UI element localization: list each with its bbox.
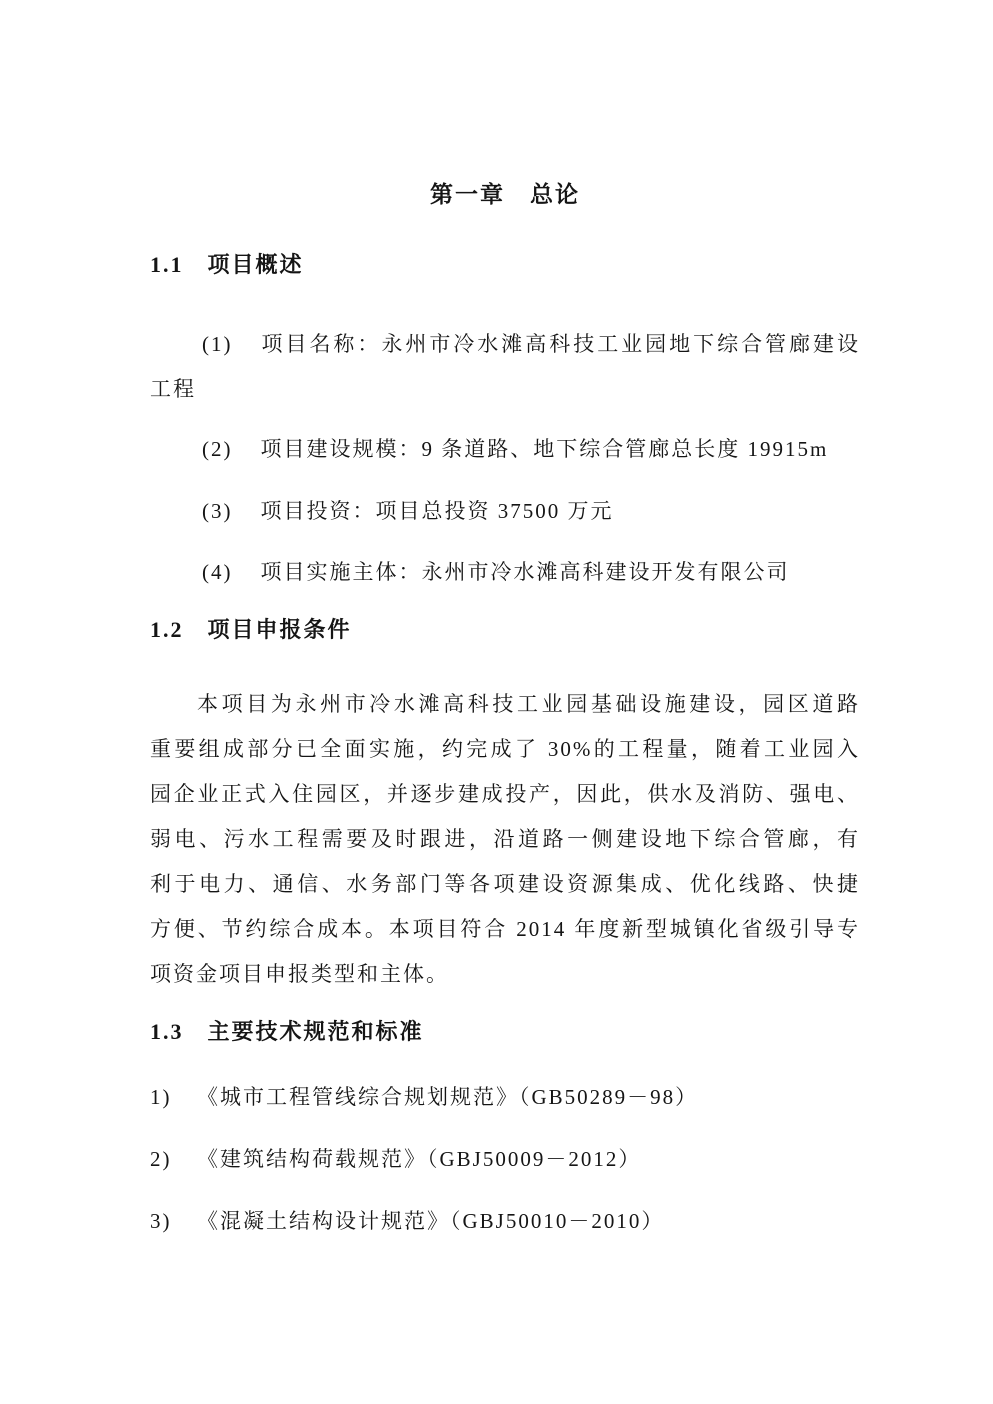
section-heading-1-2: 1.2 项目申报条件 <box>150 617 352 642</box>
standard-number: 2) <box>150 1147 172 1171</box>
paragraph-line-3: 园企业正式入住园区，并逐步建成投产，因此，供水及消防、强电、 <box>150 782 860 806</box>
body-paragraph <box>150 682 860 997</box>
standard-item-3 <box>150 1199 860 1244</box>
chapter-title: 第一章 总论 <box>430 182 580 207</box>
numbered-item-1-line-1 <box>150 322 860 367</box>
item-number: (1) <box>202 332 233 356</box>
numbered-item-1-line-2: 工程 <box>150 377 196 401</box>
item-number: (3) <box>202 499 233 523</box>
paragraph-line-5: 利于电力、通信、水务部门等各项建设资源集成、优化线路、快捷 <box>150 872 860 896</box>
item-number: (2) <box>202 437 233 461</box>
section-heading-1-3: 1.3 主要技术规范和标准 <box>150 1019 424 1044</box>
numbered-item-2 <box>150 427 860 472</box>
paragraph-line-2: 重要组成部分已全面实施，约完成了 30%的工程量，随着工业园入 <box>150 737 860 761</box>
numbered-item-4 <box>150 550 860 595</box>
standard-item-1 <box>150 1075 860 1120</box>
numbered-item-2-line <box>150 427 860 472</box>
standard-text: 《城市工程管线综合规划规范》（GB50289－98） <box>197 1085 699 1109</box>
paragraph-line-1: 本项目为永州市冷水滩高科技工业园基础设施建设，园区道路 <box>197 692 860 716</box>
paragraph-line-7: 项资金项目申报类型和主体。 <box>150 962 449 986</box>
standard-item-2 <box>150 1137 860 1182</box>
item-text: 项目建设规模：9 条道路、地下综合管廊总长度 19915m <box>260 437 829 461</box>
standard-text: 《建筑结构荷载规范》（GBJ50009－2012） <box>197 1147 642 1171</box>
item-text: 项目名称：永州市冷水滩高科技工业园地下综合管廊建设 <box>260 332 860 356</box>
paragraph-line-6: 方便、节约综合成本。本项目符合 2014 年度新型城镇化省级引导专 <box>150 917 860 941</box>
numbered-item-4-line <box>150 550 860 595</box>
item-text: 项目实施主体：永州市冷水滩高科建设开发有限公司 <box>260 560 790 584</box>
numbered-item-3-line <box>150 489 860 534</box>
numbered-item-3 <box>150 489 860 534</box>
paragraph-line-4: 弱电、污水工程需要及时跟进，沿道路一侧建设地下综合管廊，有 <box>150 827 860 851</box>
item-text: 项目投资：项目总投资 37500 万元 <box>260 499 614 523</box>
numbered-item-1 <box>150 322 860 412</box>
page-content <box>150 0 860 1244</box>
standard-text: 《混凝土结构设计规范》（GBJ50010－2010） <box>197 1209 665 1233</box>
standard-number: 3) <box>150 1209 172 1233</box>
standard-number: 1) <box>150 1085 172 1109</box>
section-heading-1-1: 1.1 项目概述 <box>150 252 304 277</box>
item-number: (4) <box>202 560 233 584</box>
